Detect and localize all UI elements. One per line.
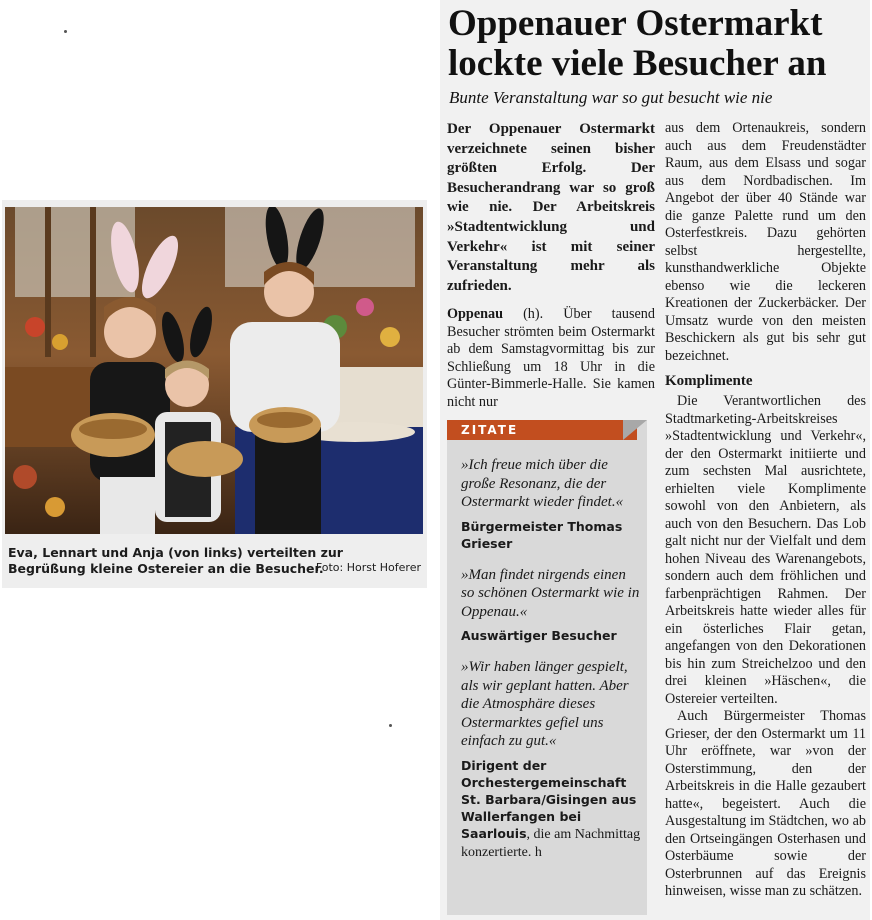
quote-source xyxy=(461,757,641,861)
quotes-box xyxy=(447,420,647,915)
quote-text: »Wir haben länger gespielt, als wir geplant hatten. Aber die Atmosphäre dieses Ostermarktes gefiel uns einfach zu gut.« xyxy=(461,659,629,749)
body-paragraph-2: Die Verantwortlichen des Stadtmarketing-Arbeitskreises »Stadtentwicklung und Verkehr«, der den Ostermarkt initiierte und zum sechsten Mal ausrichtete, erhielten viele Komplimente sowohl von den Anbietern, als auch von den Besuchern. Das Lob galt nicht nur der Vielfalt und dem hohen Niveau des Warenangebots, sondern auch dem fröhlichen und farbenprächtigen Rahmen. Der Arbeitskreis hatte wieder alles für ein österliches Flair getan, angefangen von den Dekorationen bis hin zum Streichelzoo und den drei kleinen »Häschen«, die Ostereier verteilten. xyxy=(665,393,866,707)
photo-credit: Foto: Horst Hoferer xyxy=(315,561,421,574)
quotes-list xyxy=(461,456,641,875)
article-column-left xyxy=(447,120,655,411)
body-paragraph-1 xyxy=(447,306,655,411)
article-column-right xyxy=(665,120,866,901)
quote-source: Auswärtiger Besucher xyxy=(461,628,617,643)
photo-block xyxy=(2,200,427,588)
scan-speck xyxy=(389,724,392,727)
headline-line-1: Oppenauer Ostermarkt xyxy=(448,3,823,44)
lead-paragraph: Der Oppenauer Ostermarkt verzeichnete seinen bisher größten Erfolg. Der Besucherandrang war so groß wie nie. Der Arbeitskreis »Stadtentwicklung und Verkehr« ist mit seiner Veranstaltung mehr als zufrieden. xyxy=(447,121,655,294)
easter-market-photo xyxy=(5,207,423,534)
scan-speck xyxy=(64,30,67,33)
quote-source-rest: , die am Nachmittag konzertierte. h xyxy=(461,826,641,860)
quote-source: Bürgermeister Thomas Grieser xyxy=(461,518,623,551)
body-paragraph-1-continued: aus dem Ortenaukreis, sondern auch aus dem Freudenstädter Raum, aus dem Elsass und sogar aus dem Nordbadischen. Im Angebot der über 40 Stände war die ganze Palette rund um den Osterfestkreis. Dazu gehörten selbst hergestellte, kunsthandwerkliche Objekte ebenso wie die leckeren Kreationen der Zuckerbäcker. Der Umsatz wurde von den meisten Beschickern als gut bis sehr gut bezeichnet. xyxy=(665,120,866,364)
body-paragraph-1-text: (h). Über tausend Besucher strömten beim Ostermarkt ab dem Samstagvormittag bis zur Schließung um 18 Uhr in die Günter-Bimmerle-Halle. Sie kamen nicht nur xyxy=(447,306,655,410)
section-heading: Komplimente xyxy=(665,373,753,389)
headline xyxy=(448,4,868,84)
subheadline: Bunte Veranstaltung war so gut besucht wie nie xyxy=(449,88,773,107)
quotes-header: ZITATE xyxy=(447,420,637,440)
quotes-header-fold xyxy=(623,420,647,440)
quote-source-name: Dirigent der Orchestergemeinschaft St. Barbara/Gisingen aus Wallerfangen bei Saarlouis xyxy=(461,757,637,841)
dateline: Oppenau xyxy=(447,306,503,323)
article xyxy=(440,0,870,920)
headline-line-2: lockte viele Besucher an xyxy=(448,43,827,84)
quote-text: »Ich freue mich über die große Resonanz, die der Ostermarkt wieder findet.« xyxy=(461,457,624,510)
body-paragraph-3: Auch Bürgermeister Thomas Grieser, der den Ostermarkt um 11 Uhr eröffnete, war »von der Osterstimmung, den der Arbeitskreis in die Halle gezaubert hatte«, begeistert. Auch die Ausgestaltung im Städtchen, wo ab den Ortseingängen Osterhasen und Osterbäume sowie der Osterbrunnen auf das Ereignis hinweisen, wisse man zu schätzen. xyxy=(665,708,866,899)
quote-text: »Man findet nirgends einen so schönen Ostermarkt wie in Oppenau.« xyxy=(461,566,640,620)
photo-caption: Eva, Lennart und Anja (von links) verteilten zur Begrüßung kleine Ostereier an die Besucher. xyxy=(8,545,343,576)
